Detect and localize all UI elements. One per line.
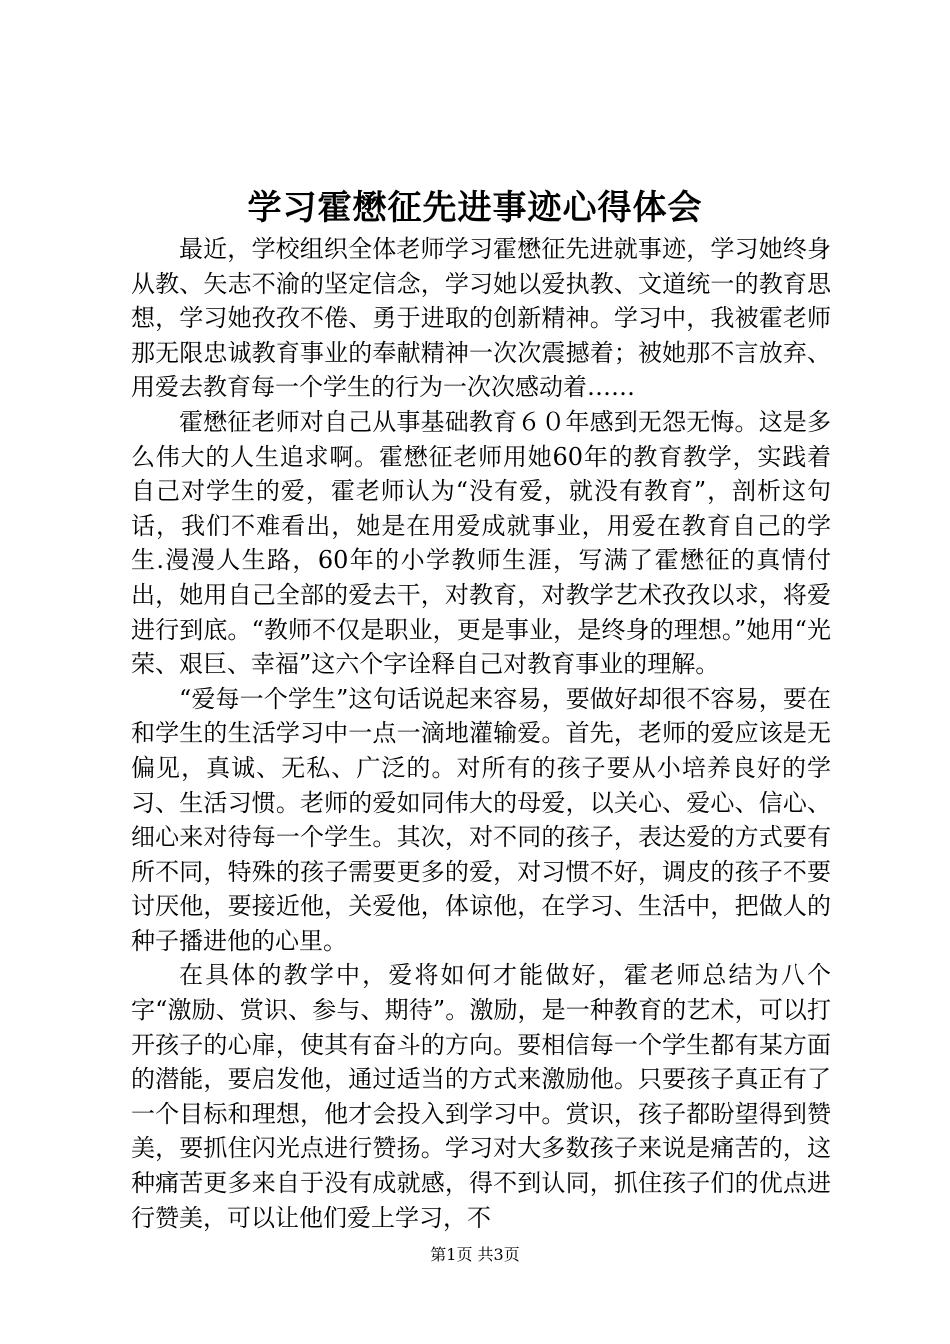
paragraph-4: 在具体的教学中，爱将如何才能做好，霍老师总结为八个字“激励、赏识、参与、期待”。激励，是一种教育的艺术，可以打开孩子的心扉，使其有奋斗的方向。要相信每一个学生都有某方面的潜能，要启发他，通过适当的方式来激励他。只要孩子真正有了一个目标和理想，他才会投入到学习中。赏识，孩子都盼望得到赞美，要抓住闪光点进行赞扬。学习对大多数孩子来说是痛苦的，这种痛苦更多来自于没有成就感，得不到认同，抓住孩子们的优点进行赞美，可以让他们爱上学习，不	[131, 961, 831, 1232]
paragraph-3: “爱每一个学生”这句话说起来容易，要做好却很不容易，要在和学生的生活学习中一点一滴地灌输爱。首先，老师的爱应该是无偏见，真诚、无私、广泛的。对所有的孩子要从小培养良好的学习、生活习惯。老师的爱如同伟大的母爱，以关心、爱心、信心、细心来对待每一个学生。其次，对不同的孩子，表达爱的方式要有所不同，特殊的孩子需要更多的爱，对习惯不好，调皮的孩子不要讨厌他，要接近他，关爱他，体谅他，在学习、生活中，把做人的种子播进他的心里。	[131, 684, 831, 955]
document-body	[131, 232, 831, 1235]
page-footer: 第1页 共3页	[430, 1245, 520, 1264]
paragraph-1: 最近，学校组织全体老师学习霍懋征先进就事迹，学习她终身从教、矢志不渝的坚定信念，学习她以爱执教、文道统一的教育思想，学习她孜孜不倦、勇于进取的创新精神。学习中，我被霍老师那无限忠诚教育事业的奉献精神一次次震撼着；被她那不言放弃、用爱去教育每一个学生的行为一次次感动着……	[131, 235, 831, 402]
document-title: 学习霍懋征先进事迹心得体会	[247, 188, 703, 228]
paragraph-2: 霍懋征老师对自己从事基础教育６０年感到无怨无悔。这是多么伟大的人生追求啊。霍懋征老师用她60年的教育教学，实践着自己对学生的爱，霍老师认为“没有爱，就没有教育”，剖析这句话，我们不难看出，她是在用爱成就事业，用爱在教育自己的学生.漫漫人生路，60年的小学教师生涯，写满了霍懋征的真情付出，她用自己全部的爱去干，对教育，对教学艺术孜孜以求，将爱进行到底。“教师不仅是职业，更是事业，是终身的理想。”她用“光荣、艰巨、幸福”这六个字诠释自己对教育事业的理解。	[131, 407, 831, 679]
